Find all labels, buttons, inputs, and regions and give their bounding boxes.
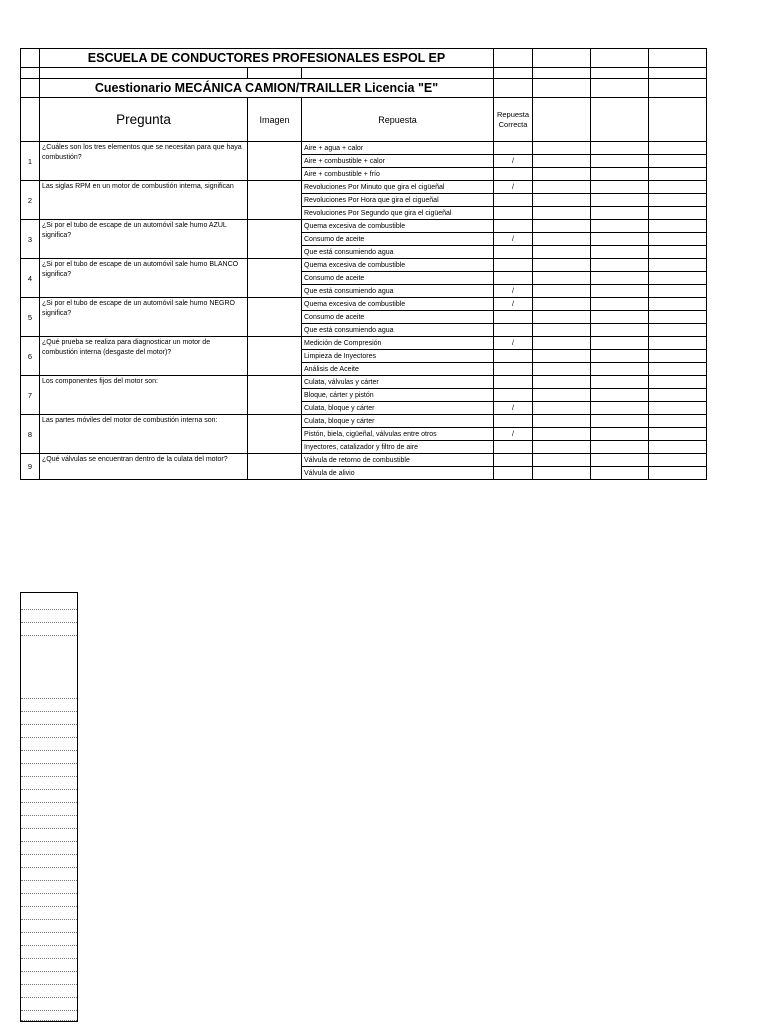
empty-cell[interactable]	[591, 246, 649, 259]
empty-cell[interactable]	[649, 454, 707, 467]
empty-cell[interactable]	[591, 389, 649, 402]
empty-cell[interactable]	[649, 155, 707, 168]
empty-cell[interactable]	[591, 155, 649, 168]
answer-option[interactable]: Válvula de alivio	[302, 467, 494, 480]
empty-cell[interactable]	[21, 1011, 77, 1021]
empty-cell[interactable]	[649, 376, 707, 389]
question-number: 9	[21, 454, 40, 480]
question-text: ¿Si por el tubo de escape de un automóvil sale humo AZUL significa?	[40, 220, 248, 259]
empty-cell[interactable]	[649, 389, 707, 402]
question-image-cell[interactable]	[248, 376, 302, 415]
title-row	[21, 49, 707, 68]
answer-option[interactable]: Que está consumiendo agua	[302, 246, 494, 259]
answer-option[interactable]: Revoluciones Por Hora que gira el cigueñal	[302, 194, 494, 207]
empty-cell[interactable]	[649, 402, 707, 415]
correct-mark[interactable]	[494, 207, 533, 220]
empty-cell[interactable]	[649, 168, 707, 181]
correct-mark[interactable]	[494, 441, 533, 454]
empty-cell[interactable]	[591, 415, 649, 428]
empty-cell[interactable]	[649, 311, 707, 324]
question-image-cell[interactable]	[248, 220, 302, 259]
empty-cell[interactable]	[591, 454, 649, 467]
empty-cell[interactable]	[591, 428, 649, 441]
empty-cell[interactable]	[21, 751, 77, 764]
question-number: 4	[21, 259, 40, 298]
empty-cell[interactable]	[533, 467, 591, 480]
empty-cell[interactable]	[21, 946, 77, 959]
empty-cell[interactable]	[533, 337, 591, 350]
empty-cell[interactable]	[21, 803, 77, 816]
question-number: 8	[21, 415, 40, 454]
empty-cell[interactable]	[21, 829, 77, 842]
empty-cell[interactable]	[533, 389, 591, 402]
empty-cell[interactable]	[21, 636, 77, 699]
empty-cell[interactable]	[21, 868, 77, 881]
question-image-cell[interactable]	[248, 298, 302, 337]
empty-cell[interactable]	[649, 337, 707, 350]
correct-mark[interactable]	[494, 168, 533, 181]
correct-mark[interactable]: /	[494, 298, 533, 311]
question-image-cell[interactable]	[248, 415, 302, 454]
answer-option[interactable]: Inyectores, catalizador y filtro de aire	[302, 441, 494, 454]
question-number: 3	[21, 220, 40, 259]
empty-cell[interactable]	[649, 441, 707, 454]
answer-row	[21, 337, 707, 350]
header-imagen: Imagen	[248, 98, 302, 142]
empty-cell[interactable]	[533, 311, 591, 324]
question-text: Los componentes fijos del motor son:	[40, 376, 248, 415]
empty-cell[interactable]	[591, 259, 649, 272]
answer-option[interactable]: Quema excesiva de combustible	[302, 220, 494, 233]
empty-cell[interactable]	[21, 959, 77, 972]
answer-option[interactable]: Aire + combustible + calor	[302, 155, 494, 168]
question-image-cell[interactable]	[248, 337, 302, 376]
empty-cell[interactable]	[591, 298, 649, 311]
question-image-cell[interactable]	[248, 454, 302, 480]
answer-option[interactable]: Culata, bloque y cárter	[302, 402, 494, 415]
empty-cell[interactable]	[533, 272, 591, 285]
empty-cell[interactable]	[21, 699, 77, 712]
empty-cell[interactable]	[21, 816, 77, 829]
correct-mark[interactable]	[494, 415, 533, 428]
correct-mark[interactable]	[494, 350, 533, 363]
answer-option[interactable]: Que está consumiendo agua	[302, 285, 494, 298]
empty-column-block	[20, 592, 78, 1022]
correct-mark[interactable]: /	[494, 181, 533, 194]
empty-cell[interactable]	[591, 311, 649, 324]
empty-cell[interactable]	[649, 363, 707, 376]
answer-option[interactable]: Válvula de retorno de combustible	[302, 454, 494, 467]
empty-cell[interactable]	[533, 454, 591, 467]
empty-cell[interactable]	[649, 220, 707, 233]
answer-row	[21, 220, 707, 233]
header-row	[21, 98, 707, 142]
answer-option[interactable]: Consumo de aceite	[302, 311, 494, 324]
answer-option[interactable]: Limpieza de Inyectores	[302, 350, 494, 363]
answer-row	[21, 415, 707, 428]
correct-mark[interactable]	[494, 220, 533, 233]
empty-cell[interactable]	[533, 363, 591, 376]
answer-option[interactable]: Culata, válvulas y cárter	[302, 376, 494, 389]
empty-cell[interactable]	[591, 376, 649, 389]
answer-option[interactable]: Consumo de aceite	[302, 233, 494, 246]
empty-cell[interactable]	[649, 415, 707, 428]
correct-mark[interactable]	[494, 246, 533, 259]
empty-cell[interactable]	[649, 207, 707, 220]
answer-option[interactable]: Quema excesiva de combustible	[302, 259, 494, 272]
question-text: Las partes móviles del motor de combustión interna son:	[40, 415, 248, 454]
answer-option[interactable]: Quema excesiva de combustible	[302, 298, 494, 311]
empty-cell[interactable]	[21, 610, 77, 623]
spacer-row	[21, 68, 707, 79]
empty-cell[interactable]	[533, 298, 591, 311]
empty-cell[interactable]	[649, 142, 707, 155]
empty-cell[interactable]	[591, 324, 649, 337]
question-text: ¿Qué válvulas se encuentran dentro de la culata del motor?	[40, 454, 248, 480]
answer-option[interactable]: Medición de Compresión	[302, 337, 494, 350]
empty-cell[interactable]	[591, 363, 649, 376]
empty-cell[interactable]	[591, 194, 649, 207]
question-image-cell[interactable]	[248, 181, 302, 220]
answer-option[interactable]: Análisis de Aceite	[302, 363, 494, 376]
answer-option[interactable]: Consumo de aceite	[302, 272, 494, 285]
empty-cell[interactable]	[649, 194, 707, 207]
answer-row	[21, 142, 707, 155]
empty-cell[interactable]	[533, 233, 591, 246]
empty-cell[interactable]	[21, 842, 77, 855]
question-number: 6	[21, 337, 40, 376]
empty-cell[interactable]	[649, 428, 707, 441]
empty-cell[interactable]	[21, 777, 77, 790]
empty-cell[interactable]	[591, 467, 649, 480]
answer-option[interactable]: Que está consumiendo agua	[302, 324, 494, 337]
empty-cell[interactable]	[533, 142, 591, 155]
correct-mark[interactable]: /	[494, 233, 533, 246]
answer-option[interactable]: Bloque, cárter y pistón	[302, 389, 494, 402]
empty-cell[interactable]	[649, 259, 707, 272]
correct-mark[interactable]	[494, 142, 533, 155]
empty-cell[interactable]	[591, 285, 649, 298]
empty-cell[interactable]	[649, 285, 707, 298]
correct-mark[interactable]	[494, 363, 533, 376]
empty-cell[interactable]	[21, 764, 77, 777]
empty-cell[interactable]	[21, 933, 77, 946]
correct-mark[interactable]	[494, 311, 533, 324]
answer-option[interactable]: Revoluciones Por Segundo que gira el cigüeñal	[302, 207, 494, 220]
answer-row	[21, 181, 707, 194]
empty-cell[interactable]	[533, 350, 591, 363]
empty-cell[interactable]	[21, 907, 77, 920]
empty-cell[interactable]	[21, 738, 77, 751]
empty-cell[interactable]	[21, 623, 77, 636]
empty-cell[interactable]	[649, 272, 707, 285]
header-pregunta: Pregunta	[40, 98, 248, 142]
empty-cell[interactable]	[533, 415, 591, 428]
empty-cell[interactable]	[21, 985, 77, 998]
correct-mark[interactable]	[494, 324, 533, 337]
empty-cell[interactable]	[649, 467, 707, 480]
empty-cell[interactable]	[533, 376, 591, 389]
empty-cell[interactable]	[21, 712, 77, 725]
empty-cell[interactable]	[649, 233, 707, 246]
empty-cell[interactable]	[533, 220, 591, 233]
answer-option[interactable]: Revoluciones Por Minuto que gira el cigüeñal	[302, 181, 494, 194]
empty-cell[interactable]	[591, 441, 649, 454]
empty-cell[interactable]	[591, 337, 649, 350]
answer-row	[21, 454, 707, 467]
empty-cell[interactable]	[649, 324, 707, 337]
empty-cell[interactable]	[21, 894, 77, 907]
empty-cell[interactable]	[533, 285, 591, 298]
empty-cell[interactable]	[649, 350, 707, 363]
correct-mark[interactable]	[494, 272, 533, 285]
empty-cell[interactable]	[591, 220, 649, 233]
answer-option[interactable]: Pistón, biela, cigüeñal, válvulas entre otros	[302, 428, 494, 441]
empty-cell[interactable]	[591, 402, 649, 415]
empty-cell[interactable]	[533, 246, 591, 259]
correct-mark[interactable]: /	[494, 285, 533, 298]
question-number: 2	[21, 181, 40, 220]
question-number: 1	[21, 142, 40, 181]
question-text: ¿Qué prueba se realiza para diagnosticar un motor de combustión interna (desgaste del motor)?	[40, 337, 248, 376]
answer-option[interactable]: Aire + agua + calor	[302, 142, 494, 155]
empty-cell[interactable]	[21, 972, 77, 985]
questionnaire-table	[20, 48, 707, 480]
empty-cell[interactable]	[591, 272, 649, 285]
empty-cell[interactable]	[21, 920, 77, 933]
empty-cell[interactable]	[591, 350, 649, 363]
correct-mark[interactable]	[494, 454, 533, 467]
empty-cell[interactable]	[591, 207, 649, 220]
correct-mark[interactable]	[494, 259, 533, 272]
question-number: 5	[21, 298, 40, 337]
empty-cell[interactable]	[533, 324, 591, 337]
sheet-title: ESCUELA DE CONDUCTORES PROFESIONALES ESPOL EP	[40, 49, 494, 68]
correct-mark[interactable]	[494, 389, 533, 402]
empty-cell[interactable]	[533, 428, 591, 441]
empty-cell[interactable]	[533, 181, 591, 194]
question-text: ¿Si por el tubo de escape de un automóvil sale humo NEGRO significa?	[40, 298, 248, 337]
empty-cell[interactable]	[533, 207, 591, 220]
empty-cell[interactable]	[533, 168, 591, 181]
empty-cell[interactable]	[21, 881, 77, 894]
question-text: ¿Cuáles son los tres elementos que se necesitan para que haya combustión?	[40, 142, 248, 181]
empty-cell[interactable]	[21, 593, 77, 610]
empty-cell[interactable]	[533, 402, 591, 415]
empty-cell[interactable]	[649, 181, 707, 194]
correct-mark[interactable]: /	[494, 428, 533, 441]
empty-cell[interactable]	[649, 298, 707, 311]
answer-row	[21, 298, 707, 311]
answer-row	[21, 376, 707, 389]
header-respuesta: Repuesta	[302, 98, 494, 142]
empty-cell[interactable]	[533, 194, 591, 207]
correct-mark[interactable]: /	[494, 337, 533, 350]
question-text: Las siglas RPM en un motor de combustión interna, significan	[40, 181, 248, 220]
subtitle-row	[21, 79, 707, 98]
question-image-cell[interactable]	[248, 142, 302, 181]
empty-cell[interactable]	[591, 168, 649, 181]
answer-option[interactable]: Culata, bloque y cárter	[302, 415, 494, 428]
correct-mark[interactable]	[494, 194, 533, 207]
question-text: ¿Si por el tubo de escape de un automóvil sale humo BLANCO significa?	[40, 259, 248, 298]
correct-mark[interactable]	[494, 467, 533, 480]
empty-cell[interactable]	[533, 259, 591, 272]
correct-mark[interactable]	[494, 376, 533, 389]
answer-row	[21, 259, 707, 272]
question-image-cell[interactable]	[248, 259, 302, 298]
question-number: 7	[21, 376, 40, 415]
empty-cell[interactable]	[591, 181, 649, 194]
empty-cell[interactable]	[21, 855, 77, 868]
answer-option[interactable]: Aire + combustible + frío	[302, 168, 494, 181]
empty-cell[interactable]	[649, 246, 707, 259]
empty-cell[interactable]	[591, 142, 649, 155]
empty-cell[interactable]	[533, 441, 591, 454]
empty-cell[interactable]	[591, 233, 649, 246]
correct-mark[interactable]: /	[494, 155, 533, 168]
correct-mark[interactable]: /	[494, 402, 533, 415]
empty-cell[interactable]	[533, 155, 591, 168]
empty-cell[interactable]	[21, 790, 77, 803]
header-correcta: Repuesta Correcta	[494, 98, 533, 142]
empty-cell[interactable]	[21, 725, 77, 738]
empty-cell[interactable]	[21, 998, 77, 1011]
sheet-subtitle: Cuestionario MECÁNICA CAMION/TRAILLER Licencia "E"	[40, 79, 494, 98]
